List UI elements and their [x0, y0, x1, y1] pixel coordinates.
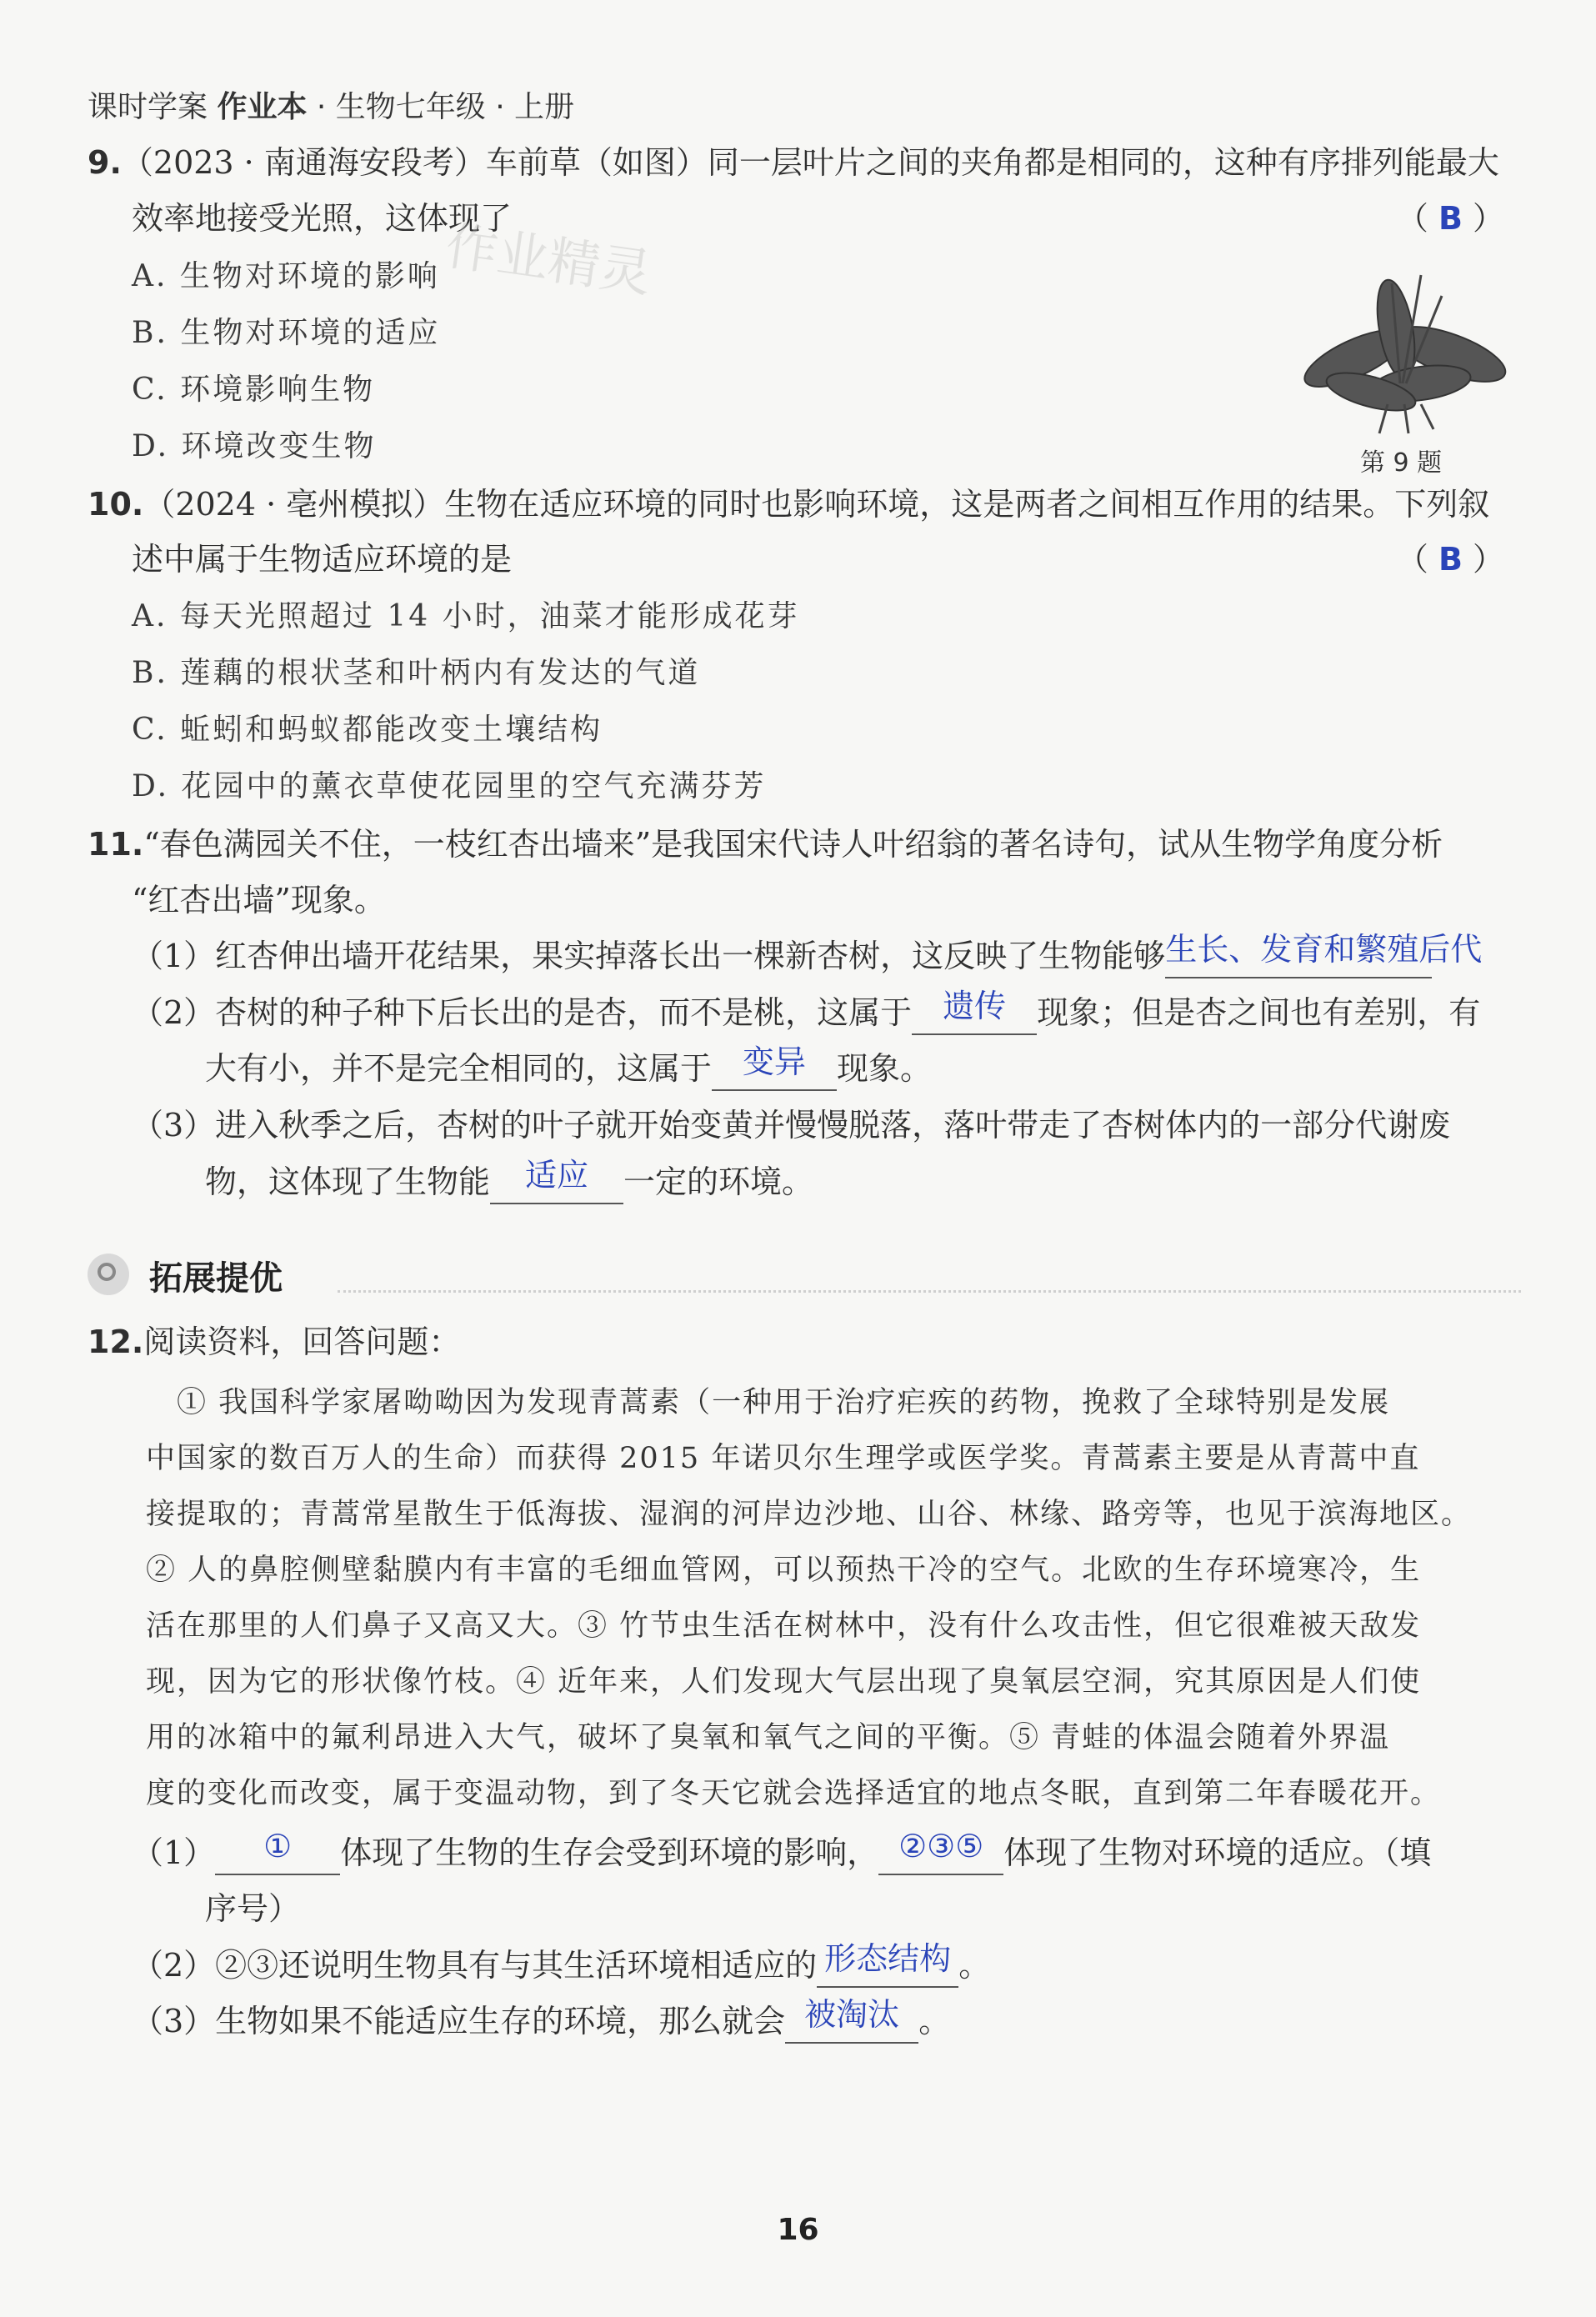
q12-part2-text-b: 。: [958, 1947, 991, 1984]
q10-stem-line2: 述中属于生物适应环境的是: [132, 541, 513, 578]
q9-answer-bracket: （ B ）: [1396, 200, 1504, 237]
q11-number: 11.: [88, 826, 144, 863]
q11-part2-answer2: 变异: [743, 1043, 807, 1080]
q11-part2-answer1: 遗传: [943, 988, 1007, 1024]
q12-part1-line1: [132, 1828, 1432, 1875]
q9-number: 9.: [88, 144, 122, 181]
q11-part2-text-b: 现象；但是杏之间也有差别，有: [1037, 994, 1481, 1031]
passage-line: 度的变化而改变，属于变温动物，到了冬天它就会选择适宜的地点冬眠，直到第二年春暖花开。: [146, 1777, 1442, 1810]
q10-answer-bracket: （ B ）: [1396, 541, 1504, 578]
q11-part3-text-b: 物，这体现了生物能: [205, 1164, 491, 1200]
q11-part2-blank1: [912, 988, 1037, 1035]
section-divider: [338, 1290, 1521, 1293]
q10-answer: B: [1438, 541, 1463, 578]
q10-option-c: C. 蚯蚓和蚂蚁都能改变土壤结构: [132, 713, 603, 747]
q10-stem-line1: [88, 483, 1489, 525]
q9-stem-line1: [88, 142, 1499, 183]
passage-line: 接提取的；青蒿常星散生于低海拔、湿润的河岸边沙地、山谷、林缘、路旁等，也见于滨海地区。: [146, 1498, 1473, 1531]
q11-part3-line2: [205, 1157, 814, 1204]
q9-option-c: C. 环境影响生物: [132, 373, 376, 407]
q11-stem-line2: “红杏出墙”现象。: [132, 882, 386, 918]
q12-part2-blank: [817, 1940, 958, 1988]
q11-part2-text-c: 大有小，并不是完全相同的，这属于: [205, 1050, 713, 1087]
q11-part2-line1: [132, 988, 1481, 1035]
page-number: 16: [777, 2213, 819, 2247]
q10-option-a: A. 每天光照超过 14 小时，油菜才能形成花芽: [132, 599, 800, 633]
header-subject: · 生物七年级 · 上册: [307, 90, 575, 124]
q11-part1-blank: [1165, 931, 1483, 978]
watermark: 作业精灵: [442, 215, 656, 304]
magnifier-icon: [88, 1254, 129, 1295]
q12-part3: [132, 1996, 951, 2044]
q11-part1-text: （1）红杏伸出墙开花结果，果实掉落长出一棵新杏树，这反映了生物能够: [132, 938, 1166, 974]
q11-part3-line1: （3）进入秋季之后，杏树的叶子就开始变黄并慢慢脱落，落叶带走了杏树体内的一部分代谢废: [132, 1107, 1451, 1143]
q12-passage: [146, 1375, 1504, 1822]
q11-part2-text-a: （2）杏树的种子种下后长出的是杏，而不是桃，这属于: [132, 994, 913, 1031]
q11-stem-line1: [88, 823, 1443, 865]
q10-text1: （2024 · 亳州模拟）生物在适应环境的同时也影响环境，这是两者之间相互作用的结果。下列叙: [143, 486, 1490, 523]
passage-line: 用的冰箱中的氟利昂进入大气，破坏了臭氧和氧气之间的平衡。⑤ 青蛙的体温会随着外界温: [146, 1721, 1391, 1754]
q11-part3-answer: 适应: [525, 1157, 589, 1194]
q11-part2-blank2: [712, 1043, 837, 1091]
q12-intro: 阅读资料，回答问题：: [143, 1324, 461, 1360]
q12-part2: [132, 1940, 991, 1988]
section-header: [88, 1250, 1513, 1300]
header-series: 课时学案: [88, 90, 218, 124]
q10-number: 10.: [88, 486, 144, 523]
figure-caption: 第 9 题: [1360, 448, 1443, 478]
q12-part3-blank: [785, 1996, 918, 2044]
plantain-figure: [1296, 258, 1513, 438]
header-book: 作业本: [217, 90, 308, 124]
q10-option-b: B. 莲藕的根状茎和叶柄内有发达的气道: [132, 656, 701, 690]
q9-answer: B: [1438, 200, 1463, 237]
q12-part1-text-c: 体现了生物对环境的适应。（填: [1003, 1834, 1432, 1871]
q12-part1-answer1: ①: [263, 1828, 293, 1864]
section-title: 拓展提优: [149, 1259, 283, 1298]
q9-text1: （2023 · 南通海安段考）车前草（如图）同一层叶片之间的夹角都是相同的，这种有序排列能最大: [121, 144, 1499, 181]
q12-part2-answer: 形态结构: [824, 1940, 952, 1977]
q12-part1-answer2: ②③⑤: [898, 1828, 984, 1864]
q11-part1-answer: 生长、发育和繁殖后代: [1165, 931, 1483, 968]
q11-part2-text-d: 现象。: [837, 1050, 933, 1087]
q12-part2-text-a: （2）②③还说明生物具有与其生活环境相适应的: [132, 1947, 818, 1984]
page-header: [88, 83, 574, 126]
q12-part1-line2: 序号）: [205, 1890, 301, 1927]
q9-option-b: B. 生物对环境的适应: [132, 316, 441, 350]
passage-line: ① 我国科学家屠呦呦因为发现青蒿素（一种用于治疗疟疾的药物，挽救了全球特别是发展: [146, 1386, 1391, 1419]
q12-part1-blank2: [878, 1828, 1003, 1875]
q11-part3-blank: [490, 1157, 623, 1204]
q12-part1-blank1: [215, 1828, 340, 1875]
q10-option-d: D. 花园中的薰衣草使花园里的空气充满芬芳: [132, 769, 767, 803]
q9-option-d: D. 环境改变生物: [132, 429, 377, 463]
q12-part3-text-a: （3）生物如果不能适应生存的环境，那么就会: [132, 2003, 786, 2039]
passage-line: 活在那里的人们鼻子又高又大。③ 竹节虫生活在树林中，没有什么攻击性，但它很难被天敌发: [146, 1609, 1422, 1643]
q11-part2-line2: [205, 1043, 933, 1091]
q12-part1-text-a: （1）: [132, 1834, 216, 1871]
passage-line: 中国家的数百万人的生命）而获得 2015 年诺贝尔生理学或医学奖。青蒿素主要是从青蒿中直: [146, 1442, 1421, 1475]
passage-line: ② 人的鼻腔侧壁黏膜内有丰富的毛细血管网，可以预热干冷的空气。北欧的生存环境寒冷，生: [146, 1554, 1422, 1587]
q12-part3-answer: 被淘汰: [804, 1996, 900, 2033]
passage-line: 现，因为它的形状像竹枝。④ 近年来，人们发现大气层出现了臭氧层空洞，究其原因是人们使: [146, 1665, 1422, 1699]
q12-number: 12.: [88, 1324, 144, 1360]
q11-part1: [132, 931, 1483, 978]
q12-part3-text-b: 。: [918, 2003, 951, 2039]
q11-part3-text-c: 一定的环境。: [623, 1164, 814, 1200]
q12-part1-text-b: 体现了生物的生存会受到环境的影响，: [340, 1834, 879, 1871]
q9-option-a: A. 生物对环境的影响: [132, 259, 440, 293]
q9-stem-line2: 效率地接受光照，这体现了: [132, 200, 513, 237]
q11-text1: “春色满园关不住，一枝红杏出墙来”是我国宋代诗人叶绍翁的著名诗句，试从生物学角度分析: [143, 826, 1443, 863]
q12-stem: [88, 1321, 460, 1363]
